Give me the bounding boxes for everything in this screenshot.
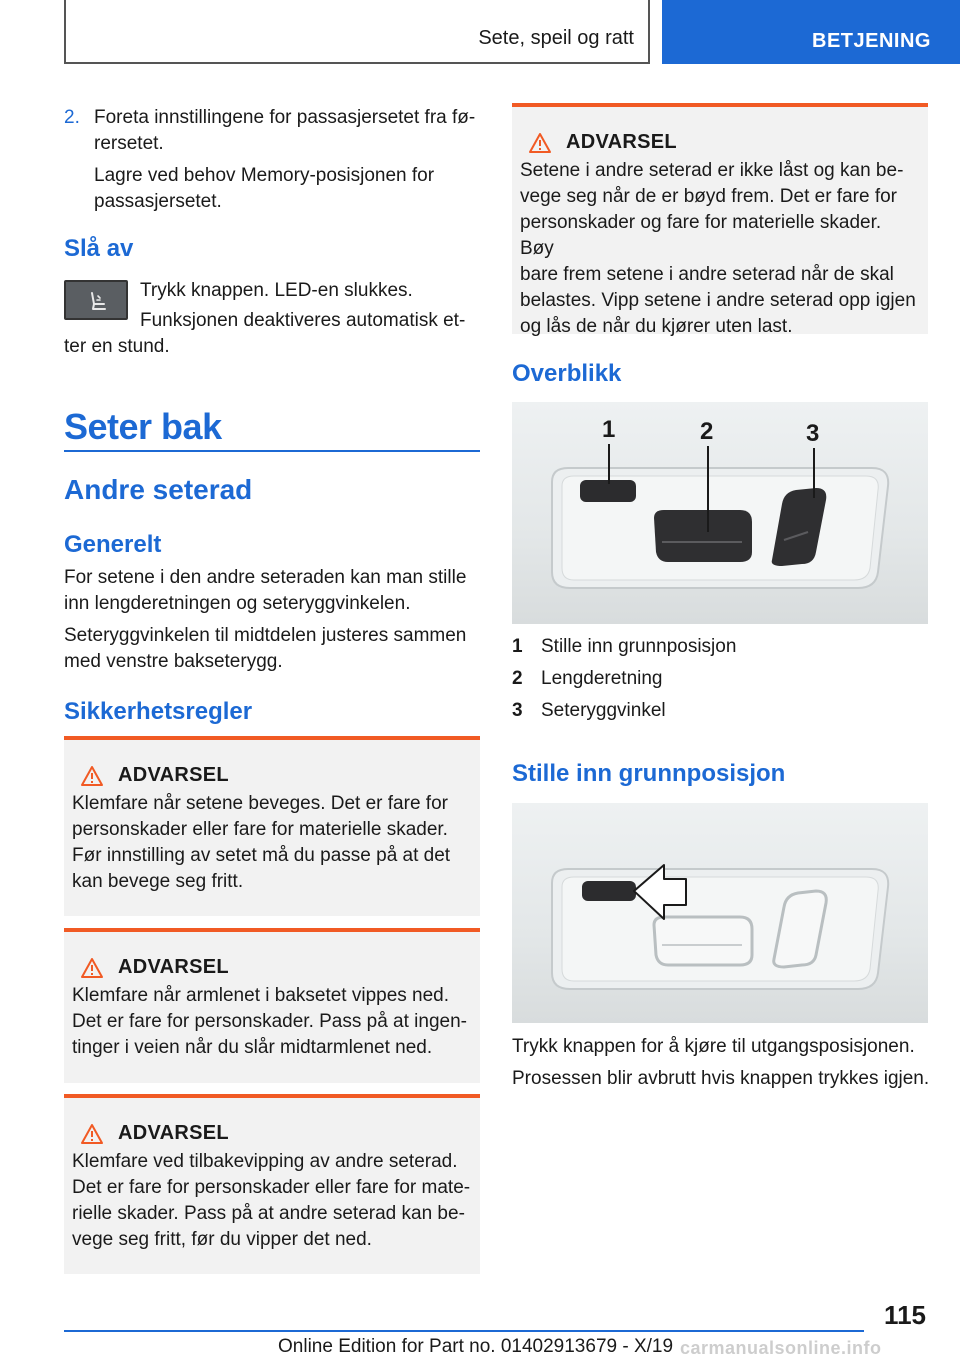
callout-line (813, 448, 815, 498)
warning-box (64, 928, 480, 1083)
basic-paragraph-1: Trykk knappen for å kjøre til utgangsposisjonen. (512, 1036, 915, 1057)
general-p2 (64, 623, 466, 675)
general-line: For setene i den andre seteraden kan man stille (64, 567, 467, 588)
basic-position-illustration (512, 803, 928, 1023)
warning-triangle-icon (80, 957, 104, 979)
watermark: carmanualsonline.info (680, 1338, 882, 1358)
seat-controls-figure (512, 402, 928, 624)
warning-box (512, 103, 928, 337)
title-rule (64, 450, 480, 452)
callout-label: 2 (700, 418, 714, 445)
warning-line: kan bevege seg fritt. (72, 871, 244, 892)
sla-av-line3: ter en stund. (64, 336, 170, 357)
warning-line: Klemfare når setene beveges. Det er fare for (72, 793, 448, 814)
warning-line: Før innstilling av setet må du passe på at det (72, 845, 451, 866)
legend-number: 3 (512, 700, 523, 721)
seat-button-icon (64, 280, 128, 320)
footer-edition: Online Edition for Part no. 01402913679 - X/19 (278, 1336, 674, 1357)
warning-line: Det er fare for personskader eller fare for mate- (72, 1177, 471, 1198)
section-heading-overblikk: Overblikk (512, 360, 622, 387)
legend-label: Stille inn grunnposisjon (541, 636, 737, 657)
warning-line: Setene i andre seterad er ikke låst og kan be- (520, 160, 904, 181)
warning-triangle-icon (528, 132, 552, 154)
basic-position-figure (512, 803, 928, 1023)
legend-label: Seteryggvinkel (541, 700, 666, 721)
general-line: med venstre bakseterygg. (64, 651, 283, 672)
sla-av-line2: Funksjonen deaktiveres automatisk et- (140, 310, 466, 331)
subtitle: Andre seterad (64, 474, 253, 505)
warning-header (72, 764, 472, 787)
warning-box (64, 736, 480, 916)
warning-triangle-icon (80, 765, 104, 787)
section-heading-grunnposisjon: Stille inn grunnposisjon (512, 760, 786, 787)
warning-line: belastes. Vipp setene i andre seterad opp igjen (520, 290, 916, 311)
callout-line (707, 446, 709, 532)
warning-title: ADVARSEL (118, 956, 229, 978)
warning-line: Klemfare når armlenet i baksetet vippes ned. (72, 985, 450, 1006)
basic-paragraph-2: Prosessen blir avbrutt hvis knappen trykkes igjen. (512, 1068, 930, 1089)
warning-title: ADVARSEL (118, 764, 229, 786)
general-p1 (64, 565, 466, 617)
section-heading-generelt: Generelt (64, 531, 162, 558)
header-chapter-tab (662, 0, 960, 64)
warning-line: vege seg fritt, før du vipper det ned. (72, 1229, 372, 1250)
header-section-title: Sete, speil og ratt (478, 27, 634, 49)
legend-label: Lengderetning (541, 668, 663, 689)
warning-line: bare frem setene i andre seterad når de skal (520, 264, 894, 285)
legend-number: 1 (512, 636, 523, 657)
page-number: 115 (884, 1300, 926, 1330)
warning-triangle-icon (80, 1123, 104, 1145)
warning-box (64, 1094, 480, 1274)
seat-controls-illustration (512, 402, 928, 624)
step-line: rersetet. (94, 133, 164, 154)
warning-line: og lås de når du kjører uten last. (520, 316, 793, 337)
warning-line: vege seg når de er bøyd frem. Det er fare for (520, 186, 898, 207)
general-line: Seteryggvinkelen til midtdelen justeres sammen (64, 625, 467, 646)
callout-line (608, 444, 610, 484)
warning-line: personskader og fare for materielle skader. Bøy (520, 212, 882, 259)
step-number: 2. (64, 107, 80, 128)
warning-header (520, 131, 920, 154)
section-heading-sla-av: Slå av (64, 235, 134, 262)
step-line: Lagre ved behov Memory-posisjonen for (94, 165, 435, 186)
sla-av-line1: Trykk knappen. LED-en slukkes. (140, 280, 413, 301)
step-2 (64, 105, 480, 215)
section-heading-sikkerhetsregler: Sikkerhetsregler (64, 698, 253, 725)
warning-line: rielle skader. Pass på at andre seterad kan be- (72, 1203, 465, 1224)
warning-header (72, 956, 472, 979)
warning-line: personskader eller fare for materielle skader. (72, 819, 448, 840)
callout-label: 3 (806, 420, 820, 447)
warning-line: tinger i veien når du slår midtarmlenet ned. (72, 1037, 433, 1058)
warning-title: ADVARSEL (566, 131, 677, 153)
warning-line: Det er fare for personskader. Pass på at ingen- (72, 1011, 467, 1032)
general-line: inn lengderetningen og seteryggvinkelen. (64, 593, 411, 614)
callout-label: 1 (602, 416, 616, 443)
header-section-box (64, 0, 650, 64)
step-line: passasjersetet. (94, 191, 222, 212)
warning-line: Klemfare ved tilbakevipping av andre seterad. (72, 1151, 458, 1172)
header-chapter-title: BETJENING (812, 30, 931, 52)
footer-rule (64, 1330, 864, 1332)
warning-header (72, 1122, 472, 1145)
step-line: Foreta innstillingene for passasjersetet fra fø- (94, 107, 476, 128)
warning-title: ADVARSEL (118, 1122, 229, 1144)
page-title: Seter bak (64, 406, 222, 447)
legend-number: 2 (512, 668, 523, 689)
